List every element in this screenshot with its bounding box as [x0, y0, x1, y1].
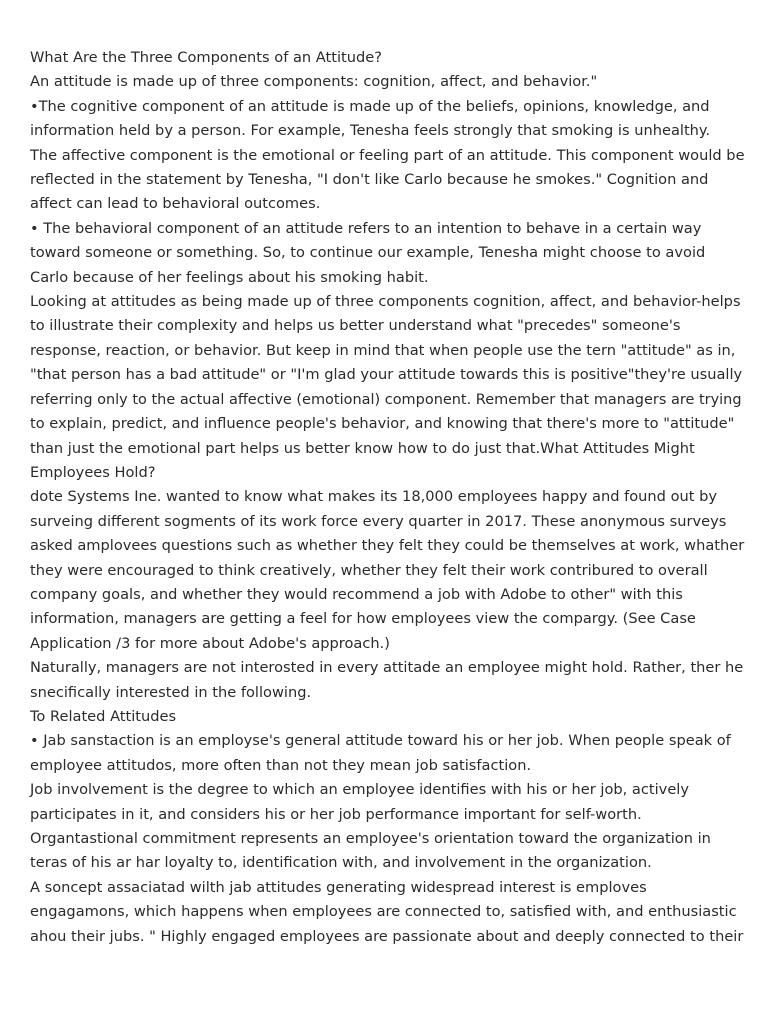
- text-line: Carlo because of her feelings about his smoking habit.: [30, 268, 429, 286]
- text-line: Looking at attitudes as being made up of three components cognition, affect, and behavior-helps: [30, 293, 741, 311]
- text-line: An attitude is made up of three components: cognition, affect, and behavior.": [30, 73, 598, 91]
- text-line: snecifically interested in the following.: [30, 683, 312, 701]
- text-line: Naturally, managers are not interosted in every attitade an employee might hold. Rather, ther he: [30, 659, 744, 677]
- text-line: employee attitudos, more often than not they mean job satisfaction.: [30, 756, 532, 774]
- text-line: engagamons, which happens when employees are connected to, satisfied with, and enthusiastic: [30, 903, 737, 921]
- text-line: A soncept assaciatad wilth jab attitudes generating widespread interest is emploves: [30, 878, 647, 896]
- text-line: company goals, and whether they would recommend a job with Adobe to other" with this: [30, 585, 683, 603]
- text-line: Application /3 for more about Adobe's approach.): [30, 634, 390, 652]
- text-line: asked amplovees questions such as whether they felt they could be themselves at work, whather: [30, 537, 745, 555]
- text-line: • Jab sanstaction is an employse's general attitude toward his or her job. When people speak of: [30, 732, 731, 750]
- heading-related-attitudes: To Related Attitudes: [30, 707, 177, 725]
- text-line: Organtastional commitment represents an employee's orientation toward the organization in: [30, 830, 711, 847]
- text-line: to explain, predict, and influence people's behavior, and knowing that there's more to "attitude": [30, 415, 735, 433]
- text-line: information held by a person. For example, Tenesha feels strongly that smoking is unhealthy.: [30, 122, 711, 140]
- text-line: Job involvement is the degree to which an employee identifies with his or her job, actively: [30, 781, 689, 799]
- text-line: teras of his ar har loyalty to, identification with, and involvement in the organization.: [30, 854, 652, 872]
- text-line: information, managers are getting a feel for how employees view the compargy. (See Case: [30, 610, 696, 628]
- text-line: • The behavioral component of an attitude refers to an intention to behave in a certain way: [30, 219, 702, 237]
- text-line: surveing different sogments of its work force every quarter in 2017. These anonymous surveys: [30, 512, 727, 530]
- text-line: they were encouraged to think creatively, whether they felt their work contribured to overall: [30, 561, 708, 579]
- text-line: than just the emotional part helps us better know how to do just that.What Attitudes Might: [30, 439, 695, 457]
- text-line: The affective component is the emotional or feeling part of an attitude. This component would be: [30, 146, 745, 164]
- text-line: response, reaction, or behavior. But keep in mind that when people use the tern "attitude" as in,: [30, 341, 736, 359]
- text-line: "that person has a bad attitude" or "I'm glad your attitude towards this is positive"they're usually: [30, 366, 743, 384]
- text-line: ahou their jubs. " Highly engaged employees are passionate about and deeply connected to their: [30, 927, 744, 945]
- text-line: to illustrate their complexity and helps us better understand what "precedes" someone's: [30, 317, 681, 335]
- text-line: referring only to the actual affective (emotional) component. Remember that managers are trying: [30, 391, 742, 408]
- text-line: •The cognitive component of an attitude is made up of the beliefs, opinions, knowledge, and: [30, 97, 710, 115]
- text-line: dote Systems Ine. wanted to know what makes its 18,000 employees happy and found out by: [30, 488, 718, 506]
- text-line: affect can lead to behavioral outcomes.: [30, 195, 321, 213]
- heading-employee-attitudes: Employees Hold?: [30, 463, 156, 481]
- text-line: reflected in the statement by Tenesha, "I don't like Carlo because he smokes." Cognition and: [30, 171, 709, 189]
- text-line: toward someone or something. So, to continue our example, Tenesha might choose to avoid: [30, 244, 706, 262]
- text-line: participates in it, and considers his or her job performance important for self-worth.: [30, 805, 642, 823]
- heading-three-components: What Are the Three Components of an Attitude?: [30, 49, 382, 66]
- document-body: [30, 46, 746, 949]
